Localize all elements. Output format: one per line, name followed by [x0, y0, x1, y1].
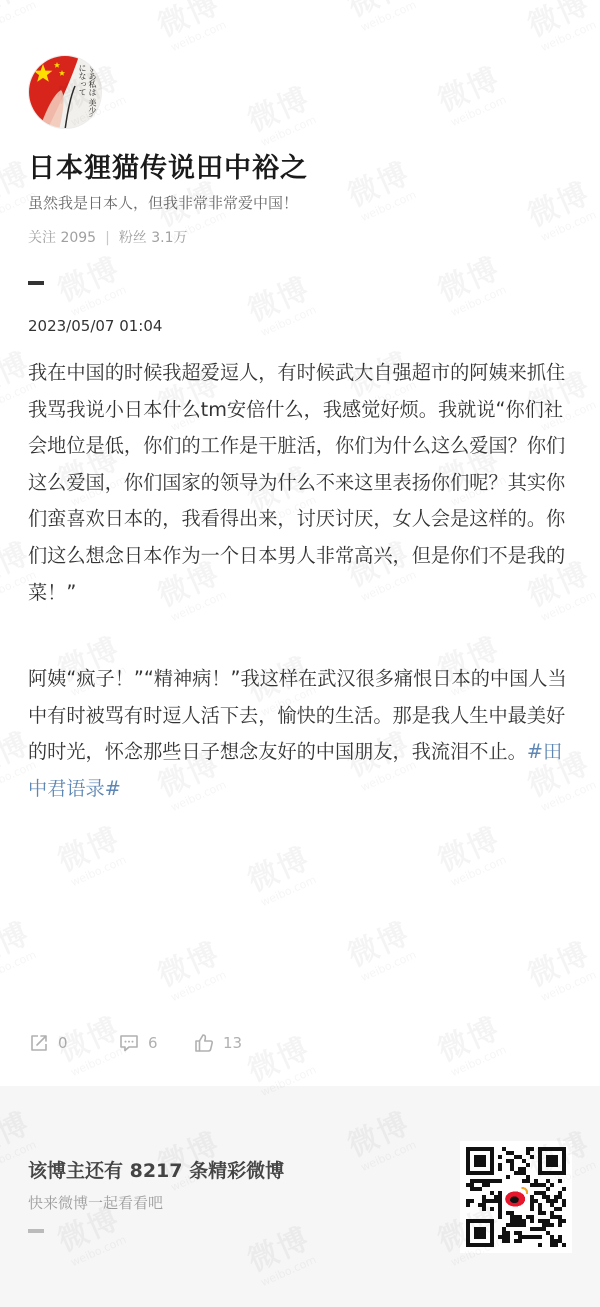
- watermark-brand: [434, 64, 505, 117]
- weibo-watermark: [0, 0, 40, 34]
- watermark-domain: [167, 18, 230, 54]
- watermark-domain: [537, 968, 600, 1004]
- qr-code-icon: [466, 1147, 566, 1247]
- comment-button[interactable]: [118, 1032, 193, 1054]
- weibo-watermark: [434, 254, 510, 319]
- watermark-brand: [0, 0, 35, 22]
- watermark-domain: [447, 283, 510, 319]
- watermark-domain: [257, 873, 320, 909]
- watermark-brand: [524, 939, 595, 992]
- post-body: [28, 355, 576, 808]
- post-paragraph-2-wrap: [28, 661, 576, 807]
- watermark-domain: [357, 188, 420, 224]
- section-divider: [28, 281, 44, 285]
- avatar-caption: まあ私は 美少女になって: [78, 64, 97, 123]
- weibo-watermark: [524, 939, 600, 1004]
- watermark-brand: [244, 274, 315, 327]
- weibo-watermark: [154, 0, 230, 54]
- watermark-brand: [54, 824, 125, 877]
- stats-divider: |: [105, 230, 110, 246]
- watermark-domain: [537, 208, 600, 244]
- weibo-watermark: [434, 824, 510, 889]
- weibo-watermark: [244, 274, 320, 339]
- watermark-domain: [0, 0, 40, 34]
- footer-divider: [28, 1229, 44, 1233]
- watermark-domain: [447, 853, 510, 889]
- watermark-domain: [67, 853, 130, 889]
- weibo-watermark: [344, 919, 420, 984]
- watermark-domain: [67, 283, 130, 319]
- profile-stats: [28, 227, 188, 247]
- thumbs-up-icon: [193, 1032, 215, 1054]
- watermark-brand: [434, 1014, 505, 1067]
- weibo-watermark: [344, 0, 420, 34]
- weibo-watermark: [54, 254, 130, 319]
- watermark-brand: [154, 0, 225, 42]
- comment-count: 6: [148, 1034, 158, 1052]
- footer-subtitle: 快来微博一起看看吧: [28, 1194, 164, 1212]
- watermark-domain: [447, 93, 510, 129]
- weibo-watermark: [244, 84, 320, 149]
- paragraph-gap: [28, 611, 576, 661]
- hashtag-link[interactable]: #田中君语录#: [28, 740, 563, 800]
- footer-promo[interactable]: [0, 1086, 600, 1307]
- weibo-watermark: [434, 64, 510, 129]
- weibo-watermark: [244, 844, 320, 909]
- watermark-brand: [524, 0, 595, 42]
- watermark-domain: [167, 968, 230, 1004]
- profile-bio: 虽然我是日本人，但我非常非常爱中国！: [28, 194, 299, 212]
- watermark-domain: [537, 18, 600, 54]
- watermark-domain: [357, 0, 420, 34]
- watermark-brand: [344, 159, 415, 212]
- weibo-watermark: [524, 0, 600, 54]
- watermark-brand: [344, 0, 415, 22]
- watermark-brand: [244, 844, 315, 897]
- post-paragraph-1: 我在中国的时候我超爱逗人，有时候武大自强超市的阿姨来抓住我骂我说小日本什么tm安倍什么，我感觉好烦。我就说“你们社会地位是低，你们的工作是干脏活，你们为什么这么爱国？你们这么爱国，你们国家的领导为什么不来这里表扬你们呢？其实你们蛮喜欢日本的，我看得出来，讨厌讨厌，女人会是这样的。你们这么想念日本作为一个日本男人非常高兴，但是你们不是我的菜！”: [28, 361, 566, 604]
- post-paragraph-2: 阿姨“疯子！”“精神病！”我这样在武汉很多痛恨日本的中国人当中有时被骂有时逗人活下去，愉快的生活。那是我人生中最美好的时光，怀念那些日子想念友好的中国朋友，我流泪不止。: [28, 667, 567, 764]
- weibo-watermark: [434, 1014, 510, 1079]
- comment-icon: [118, 1032, 140, 1054]
- followers-count[interactable]: 粉丝 3.1万: [118, 230, 188, 246]
- forward-count: 0: [58, 1034, 68, 1052]
- avatar[interactable]: [28, 55, 102, 129]
- like-count: 13: [223, 1034, 243, 1052]
- watermark-brand: [434, 254, 505, 307]
- following-count[interactable]: 关注 2095: [28, 230, 97, 246]
- like-button[interactable]: [193, 1032, 242, 1054]
- weibo-watermark: [54, 824, 130, 889]
- footer-title: 该博主还有 8217 条精彩微博: [28, 1160, 285, 1182]
- weibo-watermark: [524, 179, 600, 244]
- forward-button[interactable]: [28, 1032, 118, 1054]
- watermark-domain: [357, 948, 420, 984]
- watermark-brand: [54, 254, 125, 307]
- watermark-brand: [244, 1034, 315, 1087]
- watermark-brand: [0, 919, 35, 972]
- watermark-domain: [257, 113, 320, 149]
- watermark-brand: [344, 919, 415, 972]
- share-icon: [28, 1032, 50, 1054]
- weibo-watermark: [154, 939, 230, 1004]
- watermark-domain: [0, 948, 40, 984]
- watermark-brand: [154, 939, 225, 992]
- watermark-brand: [244, 84, 315, 137]
- watermark-domain: [257, 303, 320, 339]
- weibo-watermark: [344, 159, 420, 224]
- watermark-brand: [434, 824, 505, 877]
- profile-name[interactable]: 日本狸猫传说田中裕之: [28, 153, 308, 184]
- qr-code[interactable]: [460, 1141, 572, 1253]
- post-actions: [28, 1030, 242, 1056]
- weibo-watermark: [0, 919, 40, 984]
- post-timestamp: 2023/05/07 01:04: [28, 317, 163, 335]
- watermark-brand: [524, 179, 595, 232]
- watermark-domain: [447, 1043, 510, 1079]
